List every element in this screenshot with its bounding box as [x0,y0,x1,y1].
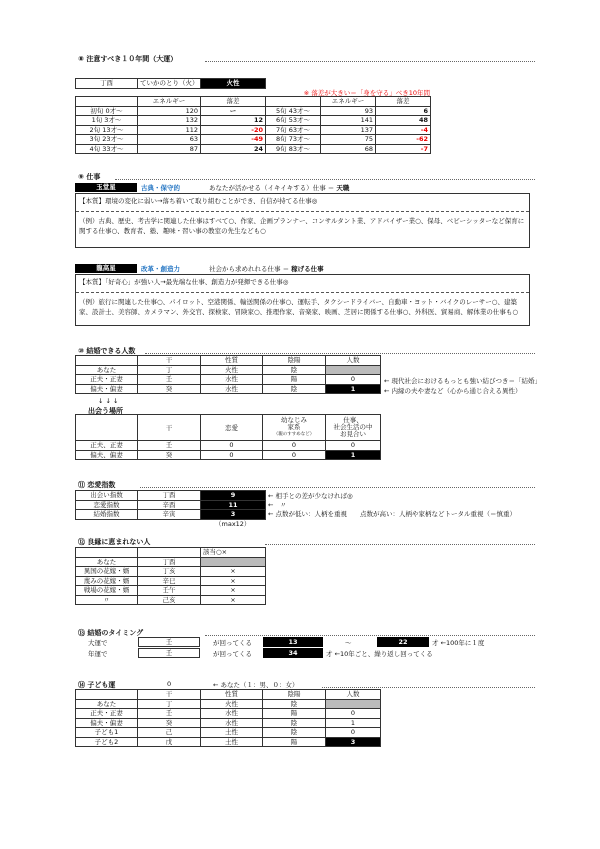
table-cell: あなた [76,365,138,375]
table-cell: 陰 [263,365,326,375]
job1-star: 玉堂星 [75,183,137,192]
table-cell: エネルギー [138,97,201,107]
table-cell: 火性 [201,699,263,709]
table-cell: 丁亥 [138,567,201,577]
table-cell: 6旬 53才～ [266,116,321,126]
job2-essence: 【本質】「好奇心」が強い人→最先端な仕事、創造力が発揮できる仕事◎ [79,278,289,286]
table-cell: 壬 [138,709,201,719]
section-title-children: ⑭ 子ども運 [78,681,116,689]
table-row [76,375,381,385]
table-row [76,699,381,709]
job1-header [75,183,349,192]
timing-note: 才 ←10年ごと、繰り返し回ってくる [326,650,433,658]
job1-essence: 【本質】環境の変化に弱い→落ち着いて取り組むことができ、自信が持てる仕事◎ [79,197,318,205]
job1-keyword: 古典・保守的 [141,184,180,192]
table-cell: 干 [138,690,201,700]
table-cell: ー [201,106,266,116]
table-cell: 初旬 0才～ [76,106,138,116]
table-cell: 丁酉 [138,491,201,501]
table-cell: 偏夫・偏妻 [76,718,138,728]
table-row [76,690,381,700]
divider [205,61,535,62]
table-cell: 9旬 83才～ [266,144,321,154]
table-row [76,97,431,107]
header-cell: 仕事、 [343,416,363,424]
table-cell: 75 [321,135,376,145]
table-cell: 水性 [201,709,263,719]
table-row [76,135,431,145]
table-cell: -20 [201,125,266,135]
table-row [76,576,266,586]
table-cell: 陰 [263,384,326,394]
table-cell: 〃 [76,595,138,605]
table-row [76,365,381,375]
table-cell: 0 [326,728,381,738]
table-row: 偏夫、偏妻 癸 0 0 1 [76,450,381,460]
red-note: ※ 落差が大きい＝「身を守る」べき10年間 [303,89,430,97]
table-cell: 落差 [376,97,431,107]
tilde: ～ [345,639,352,647]
table-cell: 丁 [138,699,201,709]
table-cell: 68 [321,144,376,154]
note: ← 〃 [268,501,287,509]
job1-desc: あなたが活かせる（イキイキする）仕事 ＝ [209,184,337,192]
table-cell: 異国の花嫁・婿 [76,567,138,577]
table-cell: 戦場の花嫁・婿 [76,586,138,596]
section-title-work: ⑨ 仕事 [78,173,101,181]
table-row [76,356,381,366]
divider [140,487,535,488]
table-cell: 土性 [201,737,263,747]
table-cell: 性質 [201,356,263,366]
table-cell: 7旬 63才～ [266,125,321,135]
table-cell: 5旬 43才～ [266,106,321,116]
timing-kan: 壬 [138,648,200,658]
timing-text: が回ってくる [213,639,252,647]
header-cell: 干 [138,415,201,441]
table-row [76,144,431,154]
table-cell: 辛酉 [138,500,201,510]
bad-match-table [75,547,266,605]
timing-year: 34 [263,648,323,658]
table-row [76,586,266,596]
table-cell: 落差 [201,97,266,107]
table-cell: 子ども1 [76,728,138,738]
table-cell: 1 [326,384,381,394]
table-row [76,557,266,567]
note: ← 点数が低い：人柄を重視 点数が高い：人柄や家柄などトータル重視（＝慎重） [268,510,517,518]
table-cell: × [201,567,266,577]
table-row [76,500,266,510]
children-table [75,689,381,747]
table-cell: × [201,595,266,605]
table-cell: 辛寅 [138,510,201,520]
table-cell: 火性 [201,365,263,375]
table-cell: 1旬 3才～ [76,116,138,126]
table-row [76,510,266,520]
header-cell: 幼なじみ [281,416,307,424]
table-cell: 壬午 [138,586,201,596]
table-cell: 陽 [263,375,326,385]
job2-header [75,264,324,273]
table-cell [76,690,138,700]
header-cell: 該当○× [201,548,266,558]
table-row: 正夫、正妻 壬 0 0 0 [76,441,381,451]
table-cell: 2旬 13才～ [76,125,138,135]
info-element: 火性 [201,79,266,89]
info-reading: ていかのとり（火） [138,79,201,89]
gender-value: 0 [167,680,172,688]
timing-text: が回ってくる [213,650,252,658]
table-cell: 3旬 23才～ [76,135,138,145]
table-cell [201,557,266,567]
table-cell: 結婚指数 [76,510,138,520]
table-cell: 120 [138,106,201,116]
table-cell: あなた [76,557,138,567]
timing-kan: 壬 [138,637,200,647]
table-cell: 己亥 [138,595,201,605]
table-cell: × [201,576,266,586]
max-note: （max12） [215,520,251,528]
table-row [76,567,266,577]
table-cell: 137 [321,125,376,135]
table-cell: 恋愛指数 [76,500,138,510]
table-cell: 陰 [263,699,326,709]
table-row [76,737,381,747]
table-cell: 陰陽 [263,356,326,366]
section-title-timing: ⑬ 結婚のタイミング [78,629,144,637]
table-cell: 正夫・正妻 [76,375,138,385]
table-cell: -7 [376,144,431,154]
table-row [76,718,381,728]
gender-note: ← あなた（１：男、０：女） [213,681,299,689]
table-cell: 陽 [263,737,326,747]
table-cell: 141 [321,116,376,126]
table-cell: 63 [138,135,201,145]
table-cell [76,97,138,107]
table-cell: 癸 [138,384,201,394]
table-cell: 子ども2 [76,737,138,747]
table-cell: 水性 [201,375,263,385]
ten-year-table [75,96,431,154]
table-cell: 4旬 33才～ [76,144,138,154]
table-cell: 3 [201,510,266,520]
table-cell: 陰 [263,718,326,728]
table-cell: 0 [326,709,381,719]
header-cell: （親のすすめなど） [273,432,315,437]
table-cell: 陰 [263,728,326,738]
table-cell: 48 [376,116,431,126]
table-cell: 6 [376,106,431,116]
section-title-love-index: ⑪ 恋愛指数 [78,481,116,489]
job1-examples: （例）古典、歴史、考古学に関連した仕事はすべて○、作家、企画プランナー、コンサルタント業、アドバイザー業○、保母、ベビーシッターなど保育に関する仕事○、教育者、塾、趣味・習い事の教室の先生なども○ [79,217,525,235]
table-cell: 蔑みの花嫁・婿 [76,576,138,586]
section-title-ten-years: ⑧ 注意すべき１０年間（大運） [78,55,178,63]
table-cell [326,699,381,709]
table-cell: 人数 [326,690,381,700]
job2-keyword: 改革・創造力 [141,265,180,273]
table-cell: 12 [201,116,266,126]
table-row [76,106,431,116]
divider [115,179,535,180]
table-cell: 己 [138,728,201,738]
table-cell [266,97,321,107]
table-cell: 正夫・正妻 [76,709,138,719]
divider [145,353,535,354]
table-cell: 土性 [201,728,263,738]
note: ← 相手との差が少なければ◎ [268,492,353,500]
note-spouse: ← 現代社会におけるもっとも強い結びつき＝「結婚」 [384,377,542,385]
table-cell: 壬 [138,375,201,385]
table-cell: 丁 [138,365,201,375]
table-cell: 辛巳 [138,576,201,586]
table-cell: -62 [376,135,431,145]
info-kanshi: 丁酉 [76,79,138,89]
header-cell: お見合い [340,430,366,438]
timing-start: 13 [263,637,323,647]
header-cell: 家系 [287,423,301,431]
table-cell [326,365,381,375]
table-cell: 人数 [326,356,381,366]
meeting-place-table [75,414,381,460]
table-cell: 24 [201,144,266,154]
job2-box [75,274,530,326]
table-cell: 戊 [138,737,201,747]
table-cell: 9 [201,491,266,501]
note-partner: ← 内縁の夫や妻など（心から通じ合える異性） [384,387,522,395]
table-row [76,125,431,135]
table-cell: 陽 [263,709,326,719]
divider [205,635,535,636]
table-row [76,116,431,126]
marriage-count-table [75,355,381,394]
table-cell: 癸 [138,718,201,728]
table-cell: 132 [138,116,201,126]
table-cell: × [201,586,266,596]
table-row [76,728,381,738]
info-table [75,78,266,89]
table-row [76,491,266,501]
table-cell: 11 [201,500,266,510]
header-cell: 社会生活の中 [333,423,373,431]
table-cell: 陰陽 [263,690,326,700]
header-cell: 恋愛 [201,415,263,441]
divider [322,687,535,688]
table-cell: 水性 [201,718,263,728]
divider [265,544,535,545]
table-cell: 3 [326,737,381,747]
table-cell: 水性 [201,384,263,394]
table-cell: 0 [326,375,381,385]
section-title-bad-match: ⑫ 良縁に恵まれない人 [78,538,151,546]
table-cell: 出会い指数 [76,491,138,501]
table-cell: 87 [138,144,201,154]
table-cell: 93 [321,106,376,116]
timing-end: 22 [377,637,429,647]
arrows: ↓ ↓ ↓ [98,397,119,405]
table-row [76,595,266,605]
love-index-table [75,490,266,520]
job2-desc: 社会から求めれれる仕事 ＝ [209,265,292,273]
job2-star: 龍高星 [75,264,137,273]
table-cell: 1 [326,718,381,728]
section-title-marriage-count: ⑩ 結婚できる人数 [78,347,136,355]
timing-label: 大運で [88,639,108,647]
table-cell: 112 [138,125,201,135]
table-row [76,384,381,394]
job1-box [75,193,530,248]
table-cell: 性質 [201,690,263,700]
table-cell [76,356,138,366]
table-cell: 干 [138,356,201,366]
table-cell: -49 [201,135,266,145]
table-cell: あなた [76,699,138,709]
meeting-place-title: 出会う場所 [88,407,123,415]
timing-label: 年運で [88,650,108,658]
table-cell: エネルギー [321,97,376,107]
job2-highlight: 稼げる仕事 [291,265,324,273]
timing-note: 才 ←100年に１度 [432,639,485,647]
job2-examples: （例）旅行に関連した仕事○、パイロット、空港関係、輸送関係の仕事○、運転手、タクシードライバー、自動車・ヨット・バイクのレーサー○、建築家、設計士、美容師、カメラマン、外交官、探検家、冒険家○、推理作家、音楽家、映画、芝居に関係する仕事○、外科医、貿易商、解体業の仕事も○ [79,298,518,316]
table-cell: 丁酉 [138,557,201,567]
table-cell: 8旬 73才～ [266,135,321,145]
table-cell: -4 [376,125,431,135]
job1-highlight: 天職 [336,184,350,192]
table-row [76,709,381,719]
table-cell: 偏夫・偏妻 [76,384,138,394]
